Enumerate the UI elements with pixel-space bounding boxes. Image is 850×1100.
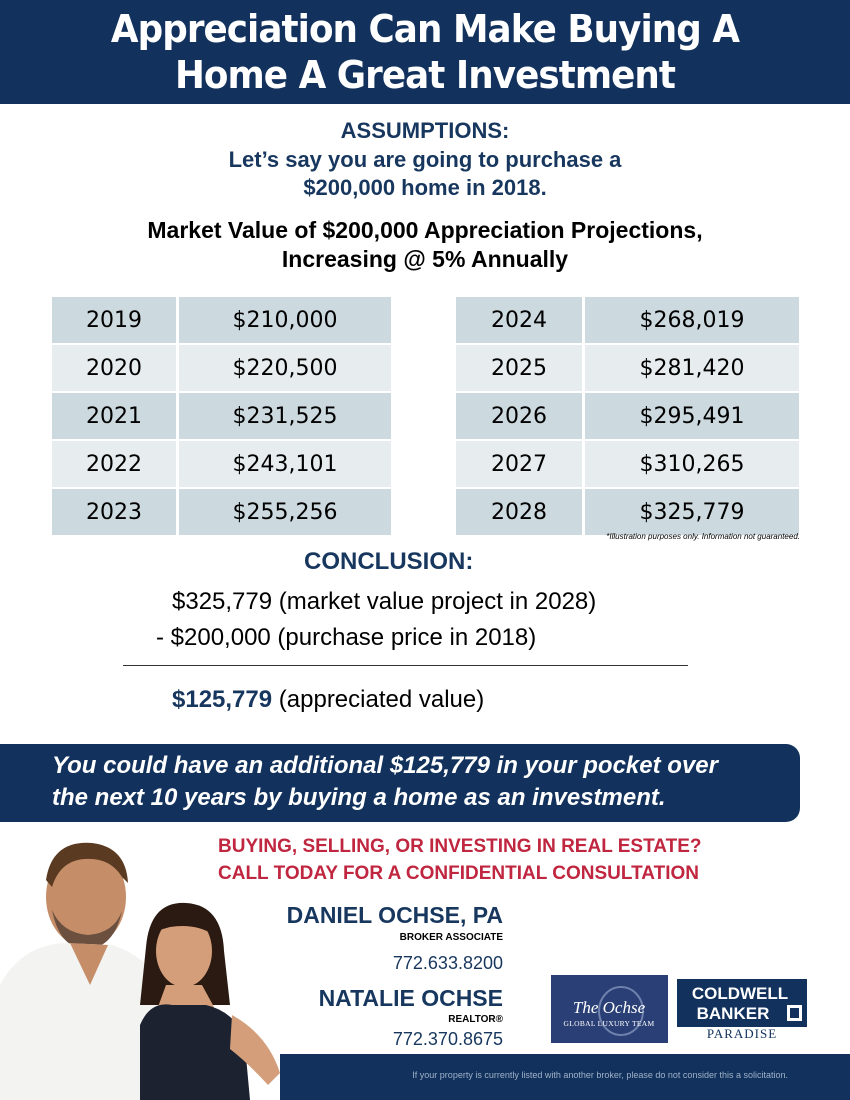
value-cell: $310,265 bbox=[584, 440, 800, 488]
year-cell: 2028 bbox=[456, 488, 584, 536]
agent-role-daniel: BROKER ASSOCIATE bbox=[399, 932, 503, 943]
value-cell: $281,420 bbox=[584, 344, 800, 392]
value-cell: $220,500 bbox=[178, 344, 392, 392]
table-row bbox=[456, 297, 799, 344]
illustration-disclaimer: *Illustration purposes only. Information not guaranteed. bbox=[606, 532, 800, 541]
svg-text:The Ochse: The Ochse bbox=[572, 998, 646, 1017]
conclusion-line-1: $325,779 (market value project in 2028) bbox=[172, 588, 597, 615]
table-row bbox=[456, 344, 799, 392]
ochse-team-logo bbox=[551, 975, 668, 1043]
title-line-2: Home A Great Investment bbox=[174, 53, 676, 97]
projection-title-line-2: Increasing @ 5% Annually bbox=[281, 246, 569, 272]
projection-table-left bbox=[52, 297, 391, 537]
value-cell: $325,779 bbox=[584, 488, 800, 536]
coldwell-banker-logo bbox=[677, 979, 807, 1027]
table-row bbox=[456, 440, 799, 488]
table-row bbox=[456, 488, 799, 536]
conclusion-line-2: - $200,000 (purchase price in 2018) bbox=[156, 624, 537, 651]
title-line-1: Appreciation Can Make Buying A bbox=[110, 7, 740, 51]
projection-title-line-1: Market Value of $200,000 Appreciation Projections, bbox=[147, 217, 703, 243]
year-cell: 2025 bbox=[456, 344, 584, 392]
conclusion-divider bbox=[123, 665, 688, 666]
year-cell: 2024 bbox=[456, 297, 584, 344]
footer-solicitation-note: If your property is currently listed with another broker, please do not consider this a solicitation. bbox=[412, 1070, 788, 1080]
agent-name-natalie: NATALIE OCHSE bbox=[318, 985, 503, 1011]
assumptions-heading: ASSUMPTIONS: bbox=[340, 118, 510, 143]
cta-line-1: BUYING, SELLING, OR INVESTING IN REAL ESTATE? bbox=[218, 836, 702, 857]
value-cell: $210,000 bbox=[178, 297, 392, 344]
value-cell: $268,019 bbox=[584, 297, 800, 344]
result-label: (appreciated value) bbox=[272, 686, 485, 713]
table-row bbox=[52, 440, 391, 488]
year-cell: 2027 bbox=[456, 440, 584, 488]
projection-table-right bbox=[456, 297, 799, 537]
assumptions-line-1: Let’s say you are going to purchase a bbox=[228, 147, 622, 172]
value-cell: $231,525 bbox=[178, 392, 392, 440]
banner-text bbox=[52, 750, 812, 814]
cta-line-2: CALL TODAY FOR A CONFIDENTIAL CONSULTATION bbox=[218, 863, 699, 884]
coldwell-banker-office: PARADISE bbox=[706, 1026, 778, 1041]
assumptions-text bbox=[0, 146, 850, 202]
table-row bbox=[52, 344, 391, 392]
result-amount: $125,779 bbox=[172, 686, 273, 713]
svg-text:COLDWELL: COLDWELL bbox=[691, 984, 789, 1003]
agent-name-daniel: DANIEL OCHSE, PA bbox=[286, 902, 503, 928]
agent-phone-daniel[interactable]: 772.633.8200 bbox=[392, 953, 503, 973]
conclusion-result bbox=[172, 686, 484, 714]
table-row bbox=[52, 392, 391, 440]
projection-title bbox=[0, 216, 850, 274]
table-row bbox=[456, 392, 799, 440]
svg-text:GLOBAL LUXURY TEAM: GLOBAL LUXURY TEAM bbox=[563, 1019, 655, 1028]
banner-line-1: You could have an additional $125,779 in your pocket over bbox=[52, 752, 718, 779]
agent-role-natalie: REALTOR® bbox=[448, 1014, 503, 1025]
assumptions-line-2: $200,000 home in 2018. bbox=[303, 175, 547, 200]
year-cell: 2021 bbox=[52, 392, 178, 440]
table-row bbox=[52, 488, 391, 536]
year-cell: 2026 bbox=[456, 392, 584, 440]
value-cell: $243,101 bbox=[178, 440, 392, 488]
year-cell: 2019 bbox=[52, 297, 178, 344]
table-row bbox=[52, 297, 391, 344]
value-cell: $295,491 bbox=[584, 392, 800, 440]
agent-phone-natalie[interactable]: 772.370.8675 bbox=[392, 1029, 503, 1049]
svg-text:BANKER: BANKER bbox=[696, 1004, 770, 1023]
year-cell: 2022 bbox=[52, 440, 178, 488]
value-cell: $255,256 bbox=[178, 488, 392, 536]
conclusion-heading: CONCLUSION: bbox=[304, 548, 474, 575]
year-cell: 2023 bbox=[52, 488, 178, 536]
banner-line-2: the next 10 years by buying a home as an investment. bbox=[52, 784, 666, 811]
page-title bbox=[26, 6, 825, 98]
year-cell: 2020 bbox=[52, 344, 178, 392]
